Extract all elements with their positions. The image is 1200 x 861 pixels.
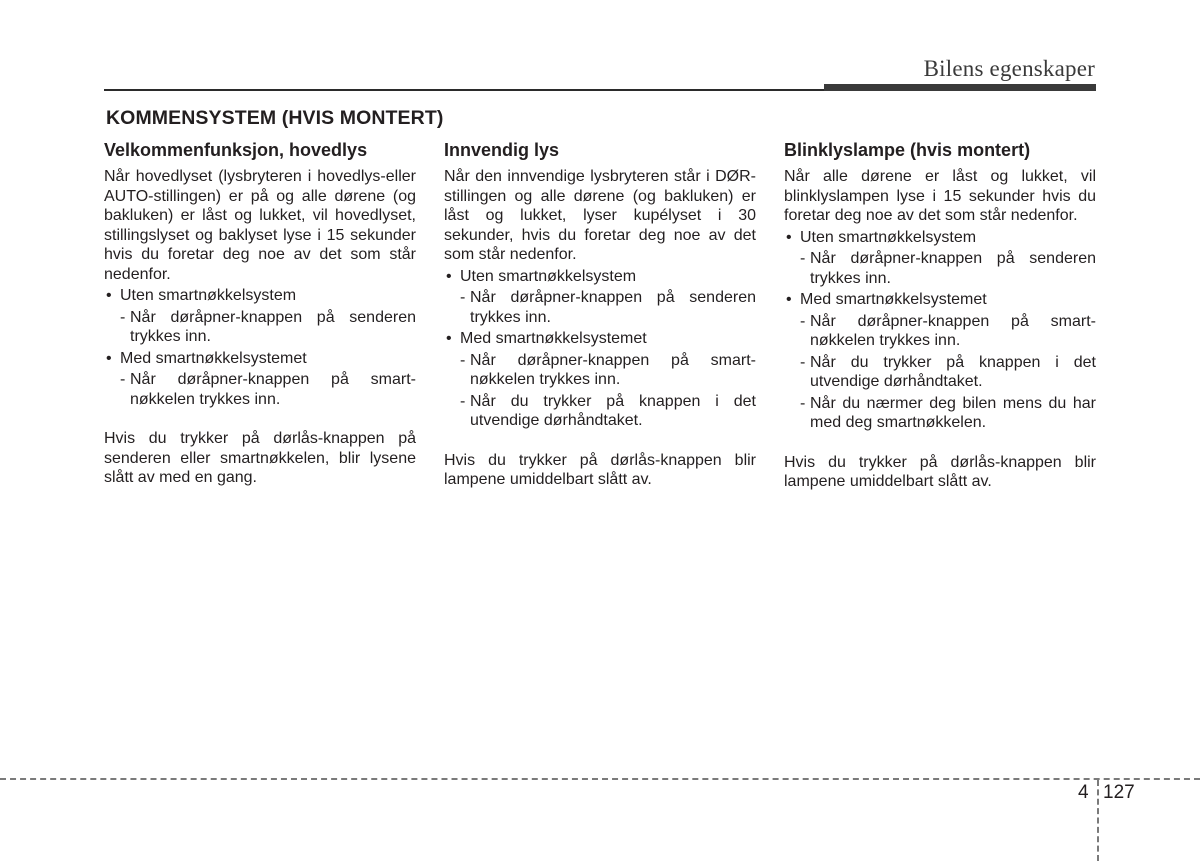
- column-welcome-headlights: [104, 139, 416, 504]
- closing-paragraph: Hvis du trykker på dørlås-knappen på senderen eller smartnøkkelen, blir lysene slått av med en gang.: [104, 430, 416, 486]
- dash-item: - Når døråpner-knappen på smart-nøkkelen trykkes inn.: [104, 370, 416, 409]
- dash-item: - Når du trykker på knappen i det utvendige dørhåndtaket.: [444, 392, 756, 431]
- dash-item: - Når døråpner-knappen på smart-nøkkelen trykkes inn.: [444, 351, 756, 390]
- bullet-item: • Uten smartnøkkelsystem: [104, 286, 416, 306]
- column-heading: Velkommenfunksjon, hovedlys: [104, 140, 368, 160]
- intro-paragraph: Når hovedlyset (lysbryteren i hovedlys-eller AUTO-stillingen) er på og alle dørene (og bakluken) er låst og lukket, vil hovedlyset, stillingslyset og baklyset lyse i 15 sekunder hvis du foretar deg noe av det som står nedenfor.: [104, 168, 416, 283]
- page-number: 127: [1103, 782, 1135, 803]
- dash-item: - Når døråpner-knappen på senderen trykkes inn.: [444, 288, 756, 327]
- dash-item: - Når døråpner-knappen på smart-nøkkelen trykkes inn.: [784, 312, 1096, 351]
- bullet-item: • Med smartnøkkelsystemet: [104, 349, 416, 369]
- intro-paragraph: Når alle dørene er låst og lukket, vil blinklyslampen lyse i 15 sekunder hvis du foretar deg noe av det som står nedenfor.: [784, 168, 1096, 224]
- intro-paragraph: Når den innvendige lysbryteren står i DØR-stillingen og alle dørene (og bakluken) er låst og lukket, lyser kupélyset i 30 sekunder, hvis du foretar deg noe av det som står nedenfor.: [444, 168, 756, 263]
- bullet-item: • Uten smartnøkkelsystem: [444, 267, 756, 287]
- bullet-item: • Uten smartnøkkelsystem: [784, 228, 1096, 248]
- bullet-item: • Med smartnøkkelsystemet: [444, 329, 756, 349]
- footer-page-divider: [1097, 780, 1099, 861]
- dash-item: - Når du trykker på knappen i det utvendige dørhåndtaket.: [784, 353, 1096, 392]
- closing-paragraph: Hvis du trykker på dørlås-knappen blir lampene umiddelbart slått av.: [444, 451, 756, 488]
- column-turn-signal-lamp: [784, 139, 1096, 508]
- header-title: Bilens egenskaper: [923, 56, 1095, 81]
- section-title: KOMMENSYSTEM (HVIS MONTERT): [106, 107, 444, 129]
- bullet-item: • Med smartnøkkelsystemet: [784, 290, 1096, 310]
- header-rule-accent: [824, 84, 1096, 91]
- dash-item: - Når døråpner-knappen på senderen trykkes inn.: [784, 249, 1096, 288]
- dash-item: - Når døråpner-knappen på senderen trykkes inn.: [104, 308, 416, 347]
- footer-divider: [0, 778, 1200, 780]
- header-rule: [104, 89, 826, 91]
- chapter-number: 4: [1078, 782, 1089, 803]
- dash-item: - Når du nærmer deg bilen mens du har med deg smartnøkkelen.: [784, 394, 1096, 433]
- column-interior-light: [444, 139, 756, 506]
- column-heading: Blinklyslampe (hvis montert): [784, 140, 1031, 160]
- closing-paragraph: Hvis du trykker på dørlås-knappen blir lampene umiddelbart slått av.: [784, 453, 1096, 490]
- column-heading: Innvendig lys: [444, 140, 560, 160]
